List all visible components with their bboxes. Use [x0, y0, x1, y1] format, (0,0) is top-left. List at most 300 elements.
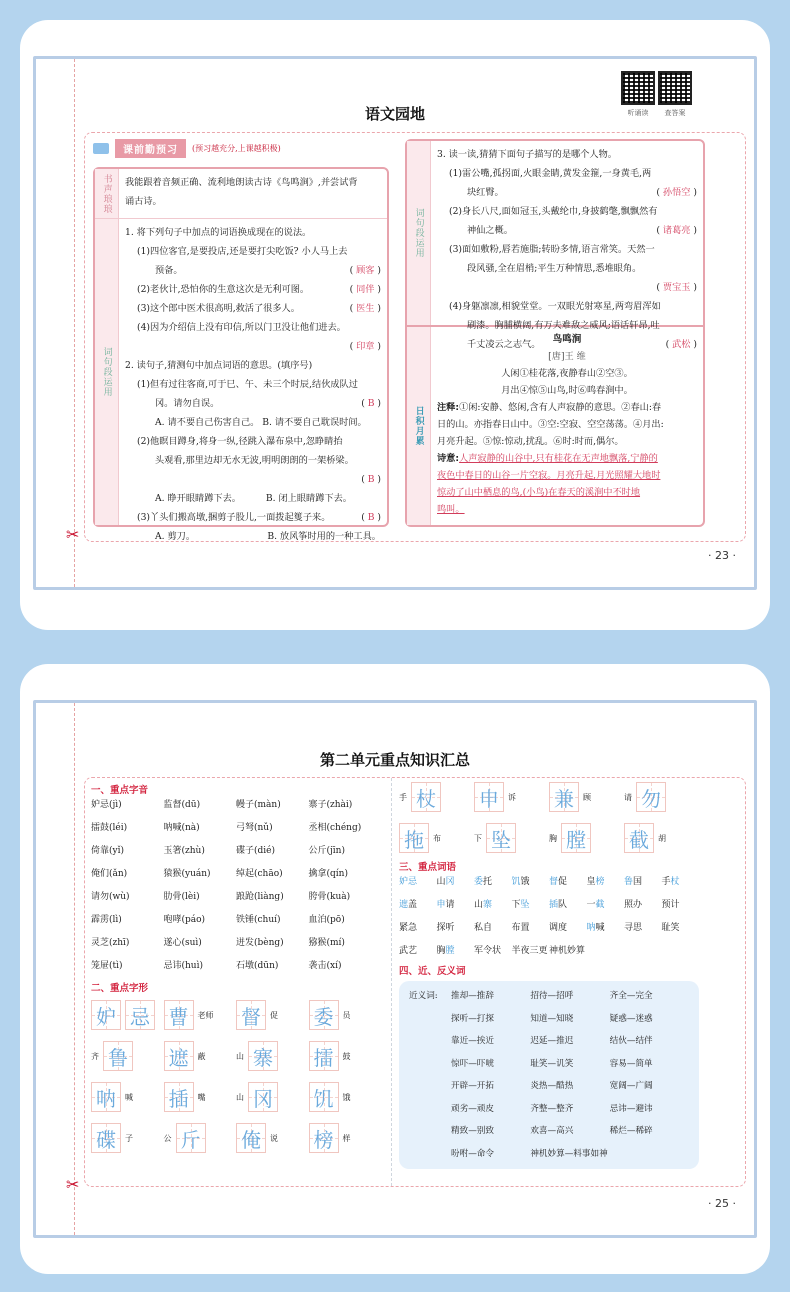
synonym-pair: 迟延—推迟	[530, 1036, 574, 1046]
synonym-pair: 顽劣—顽皮	[451, 1103, 494, 1114]
context-char: 鼓	[342, 1051, 351, 1061]
section-heading: 二、重点字形	[91, 983, 149, 994]
synonym-pair: 欢喜—高兴	[530, 1126, 574, 1136]
scissors-icon: ✂	[66, 525, 80, 544]
section-heading: 四、近、反义词	[399, 966, 466, 977]
word-char: 照办	[624, 900, 643, 910]
scissors-icon: ✂	[66, 1175, 80, 1194]
workbook-page-25	[33, 700, 757, 1238]
key-character: 曹	[168, 1004, 189, 1029]
synonym-row	[409, 1143, 689, 1166]
context-char: 胸	[549, 833, 557, 843]
character-form-item	[399, 782, 474, 812]
answer: 顾客	[356, 265, 375, 276]
pronunciation-item: 笼屉(tì)	[91, 961, 123, 971]
page-title: 语文园地	[364, 105, 425, 123]
character-form-item	[164, 1123, 237, 1153]
key-word	[399, 873, 437, 892]
pronunciation-item: 迸发(bèng)	[236, 938, 284, 948]
page-number: · 25 ·	[708, 1197, 736, 1210]
workbook-page-23	[33, 56, 757, 590]
character-form-item	[236, 1000, 309, 1030]
key-character: 督	[241, 1004, 261, 1029]
question-title: 3. 读一读,猜猜下面句子描写的是哪个人物。	[437, 149, 617, 160]
tian-grid-box	[248, 1041, 278, 1071]
highlight-char: 膛	[445, 946, 455, 956]
key-character: 委	[313, 1004, 334, 1029]
character-form-item	[624, 782, 699, 812]
key-character: 勿	[641, 786, 661, 811]
key-word	[437, 942, 475, 961]
synonym-pair: 忌讳—避讳	[609, 1103, 653, 1114]
tian-grid-box	[248, 1082, 278, 1112]
character-form-item	[236, 1123, 309, 1153]
context-char: 手	[399, 792, 407, 802]
synonym-pair: 靠近—挨近	[451, 1036, 494, 1046]
key-word	[624, 919, 662, 938]
pronunciation-item: 擒拿(qín)	[308, 869, 348, 879]
character-form-item	[91, 1123, 164, 1153]
word-char: 国	[633, 877, 643, 887]
question-title: 1. 将下列句子中加点的词语换成现在的说法。	[125, 227, 312, 238]
pronunciation-item: 俺们(ǎn)	[91, 869, 128, 879]
spacer	[409, 1075, 451, 1098]
word-char: 紧急	[399, 923, 418, 933]
section-heading: 一、重点字音	[91, 785, 149, 796]
meaning-text: 夜色中春日的山谷一片空寂。月亮升起,月光照耀大地时	[437, 470, 661, 481]
text-line: 我能跟着音频正确、流利地朗读古诗《鸟鸣涧》,并尝试背	[125, 177, 358, 188]
context-char: 喊	[125, 1092, 133, 1102]
word-char: 军令状	[474, 946, 502, 956]
question-item: (1)四位客官,是要投店,还是要打尖吃饭? 小人马上去	[137, 246, 348, 257]
answer: 同伴	[356, 284, 375, 295]
right-column	[399, 782, 699, 1169]
pronunciation-item: 猿猴(yuán)	[163, 869, 211, 879]
answer: 贾宝玉	[662, 282, 691, 293]
character-form-item	[474, 782, 549, 812]
question-item: 块红臀。	[467, 187, 504, 198]
tian-grid-box	[636, 782, 666, 812]
qr-label: 听诵读	[627, 109, 649, 117]
key-character: 俺	[241, 1127, 261, 1152]
context-char: 子	[125, 1133, 133, 1143]
word-char: 山	[436, 877, 446, 887]
tian-grid-box	[309, 1000, 339, 1030]
word-char: 探听	[436, 923, 455, 933]
synonym-pair: 神机妙算—料事如神	[530, 1148, 608, 1159]
synonym-pair: 吩咐—命令	[451, 1148, 494, 1159]
question-item: 头观看,那里边却无水无波,明明朗朗的一架桥梁。	[155, 455, 354, 466]
pronunciation-item: 绰起(chāo)	[236, 869, 283, 879]
character-form-list	[91, 1000, 381, 1153]
word-char: 手	[661, 877, 671, 887]
question-item: (2)老伙计,恐怕你的生意这次是无利可图。	[137, 284, 310, 295]
option: B. 放风筝时用的一种工具。	[267, 531, 381, 542]
key-character: 鲁	[108, 1045, 128, 1070]
synonym-row	[409, 1120, 689, 1143]
key-word	[399, 896, 437, 915]
word-char: 喊	[595, 923, 605, 933]
pronunciation-item: 忌讳(huì)	[163, 961, 203, 971]
page-card-25	[20, 664, 770, 1274]
character-form-item	[91, 1041, 164, 1071]
tian-grid-box	[125, 1000, 155, 1030]
pronunciation-item: 倚靠(yǐ)	[91, 846, 124, 856]
side-label: 书声琅琅	[95, 169, 119, 218]
question-item: (2)他瞑目蹲身,将身一纵,径跳入瀑布泉中,忽睁睛抬	[137, 436, 343, 447]
key-character: 拖	[404, 827, 424, 852]
qr-code-icon[interactable]	[621, 71, 655, 105]
key-word	[662, 896, 700, 915]
page-card-23	[20, 20, 770, 630]
pronunciation-item: 血泊(pō)	[308, 915, 345, 925]
preview-badge	[93, 139, 281, 158]
synonym-pair: 精致—别致	[451, 1126, 494, 1136]
question-item: (4)因为介绍信上没有印信,所以门卫没让他们进去。	[137, 322, 346, 333]
synonym-pair: 宽阔—广阔	[609, 1081, 653, 1091]
character-form-item	[309, 1041, 382, 1071]
word-char: 一	[586, 900, 596, 910]
pronunciation-item: 石墩(dūn)	[236, 961, 279, 971]
pronunciation-item: 呐喊(nà)	[163, 823, 200, 833]
character-form-item	[236, 1082, 309, 1112]
highlight-char: 申	[436, 900, 446, 910]
key-word	[512, 919, 550, 938]
side-label: 日积月累	[407, 327, 431, 525]
option: B. 闭上眼睛蹲下去。	[265, 493, 352, 504]
tian-grid-box	[164, 1082, 194, 1112]
highlight-char: 鲁	[624, 877, 634, 887]
synonym-pair: 开辟—开拓	[451, 1081, 494, 1091]
word-char: 饿	[520, 877, 530, 887]
meaning-text: 鸣叫。	[437, 504, 465, 515]
word-char: 下	[511, 900, 521, 910]
question-item: (3)面如敷粉,唇若施脂;转盼多情,语言常笑。天然一	[449, 244, 655, 255]
key-character: 妒	[96, 1004, 116, 1029]
key-word	[399, 942, 437, 961]
pronunciation-item: 灵芝(zhī)	[91, 938, 130, 948]
context-char: 员	[342, 1010, 351, 1020]
tian-grid-box	[561, 823, 591, 853]
option: A. 剪刀。	[155, 531, 196, 542]
character-form-item	[236, 1041, 309, 1071]
page-title: 第二单元重点知识汇总	[319, 751, 470, 769]
word-char: 队	[558, 900, 568, 910]
highlight-char: 呐	[586, 923, 596, 933]
question-item: (3)这个郎中医术很高明,救活了很多人。	[137, 303, 300, 314]
synonym-pair: 齐全—完全	[609, 991, 653, 1001]
key-character: 兼	[554, 786, 574, 811]
badge-note: (预习越充分,上课越积极)	[192, 144, 281, 153]
character-form-item	[549, 782, 624, 812]
word-char: 盖	[408, 900, 418, 910]
meaning-label: 诗意:	[437, 453, 460, 464]
tian-grid-box	[236, 1123, 266, 1153]
key-word	[587, 896, 625, 915]
key-word	[624, 873, 662, 892]
right-exercise-panel	[405, 139, 705, 527]
highlight-char: 妒忌	[399, 877, 418, 887]
pronunciation-item: 请勿(wù)	[91, 892, 130, 902]
tian-grid-box	[411, 782, 441, 812]
question-item: (1)但有过往客商,可于巳、午、未三个时辰,结伙成队过	[137, 379, 358, 390]
pronunciation-item: 幔子(màn)	[236, 800, 281, 810]
character-form-item	[91, 1082, 164, 1112]
pronunciation-item: 丞相(chéng)	[308, 823, 362, 833]
word-char: 私自	[474, 923, 493, 933]
pronunciation-item: 妒忌(jì)	[91, 800, 122, 810]
synonym-row	[409, 1008, 689, 1031]
key-character: 碟	[96, 1127, 116, 1152]
key-character: 榜	[313, 1127, 334, 1152]
key-word	[624, 896, 662, 915]
tian-grid-box	[91, 1123, 121, 1153]
key-word	[474, 919, 512, 938]
word-char: 山	[474, 900, 484, 910]
synonym-row	[409, 1075, 689, 1098]
poem-verse: 人闲①桂花落,夜静春山②空③。	[501, 368, 633, 379]
content-frame	[84, 777, 746, 1187]
tian-grid-box	[309, 1123, 339, 1153]
synonym-pair: 招待—招呼	[530, 991, 574, 1001]
tian-grid-box	[474, 782, 504, 812]
question-item: 段风骚,全在眉梢;平生万种情思,悉堆眼角。	[467, 263, 642, 274]
cut-line	[74, 703, 75, 1235]
tian-grid-box	[624, 823, 654, 853]
answer: 印章	[356, 341, 375, 352]
context-char: 嘴	[197, 1092, 206, 1102]
tian-grid-box	[549, 782, 579, 812]
tian-grid-box	[164, 1000, 194, 1030]
answer: B	[367, 398, 375, 409]
pronunciation-item: 铁锤(chuí)	[236, 915, 281, 925]
context-char: 诉	[508, 792, 516, 802]
word-char: 调度	[549, 923, 568, 933]
character-form-item	[164, 1082, 237, 1112]
key-character: 申	[479, 786, 499, 811]
key-word	[549, 942, 587, 961]
key-character: 斤	[180, 1127, 201, 1152]
context-char: 公	[163, 1133, 172, 1143]
option: A. 请不要自己伤害自己。	[155, 417, 260, 428]
context-char: 布	[433, 833, 441, 843]
key-character: 杖	[416, 786, 436, 811]
poem-verse: 月出④惊⑤山鸟,时⑥鸣春涧中。	[501, 385, 633, 396]
pronunciation-item: 碟子(dié)	[236, 846, 275, 856]
page-number: · 23 ·	[708, 549, 736, 562]
pronunciation-item: 咆哮(páo)	[163, 915, 206, 925]
context-char: 请	[624, 792, 632, 802]
highlight-char: 截	[595, 900, 605, 910]
context-char: 胡	[658, 833, 666, 843]
note-text: 日的山。亦指春日山中。③空:空寂、空空荡荡。④月出:	[437, 419, 664, 430]
word-char: 武艺	[399, 946, 418, 956]
key-word	[549, 919, 587, 938]
highlight-char: 插	[549, 900, 559, 910]
question-item: (3)丫头们搬高墩,捆剪子股儿,一面拨起篗子来。	[137, 512, 331, 523]
word-char: 神机妙算	[549, 946, 586, 956]
left-exercise-panel	[93, 167, 389, 542]
key-word	[474, 896, 512, 915]
section-heading: 三、重点词语	[399, 862, 457, 873]
answer: 诸葛亮	[662, 225, 691, 236]
highlight-char: 寨	[483, 900, 493, 910]
tian-grid-box	[309, 1082, 339, 1112]
key-character: 截	[629, 827, 649, 852]
option: B. 请不要自己耽误时间。	[262, 417, 367, 428]
synonym-pair: 探听—打探	[451, 1013, 494, 1024]
spacer	[409, 1053, 451, 1076]
key-character: 忌	[130, 1004, 150, 1029]
context-char: 顾	[583, 792, 591, 802]
context-char: 山	[236, 1092, 244, 1102]
character-form-item	[164, 1000, 237, 1030]
pronunciation-item: 监督(dū)	[163, 800, 201, 810]
key-word	[437, 896, 475, 915]
synonym-pair: 推却—推辞	[451, 991, 494, 1001]
synonym-label: 近义词:	[409, 991, 438, 1001]
spacer	[409, 1143, 451, 1166]
context-char: 样	[342, 1133, 351, 1143]
context-char: 齐	[91, 1051, 99, 1061]
question-item: 预备。	[155, 265, 183, 276]
key-character: 遮	[168, 1045, 189, 1070]
pronunciation-item: 肋骨(lèi)	[163, 892, 200, 902]
tian-grid-box	[164, 1041, 194, 1071]
tian-grid-box	[486, 823, 516, 853]
pronunciation-item: 胯骨(kuà)	[308, 892, 351, 902]
character-form-list	[399, 782, 699, 853]
spacer	[409, 1030, 451, 1053]
pronunciation-item: 袭击(xí)	[308, 961, 342, 971]
column-divider	[391, 778, 392, 1186]
word-char: 托	[483, 877, 493, 887]
pronunciation-item: 踉跄(liàng)	[236, 892, 284, 902]
context-char: 促	[270, 1010, 278, 1020]
poem-author: [唐]王 维	[548, 351, 586, 362]
answer: B	[367, 474, 375, 485]
qr-label: 查答案	[664, 109, 686, 117]
meaning-text: 人声寂静的山谷中,只有桂花在无声地飘落,宁静的	[459, 453, 658, 464]
spacer	[409, 1008, 451, 1031]
tian-grid-box	[176, 1123, 206, 1153]
key-word	[437, 873, 475, 892]
poem-block	[431, 327, 703, 525]
synonym-row	[409, 1098, 689, 1121]
highlight-char: 督	[549, 877, 559, 887]
tian-grid-box	[103, 1041, 133, 1071]
pronunciation-item: 弓弩(nǔ)	[236, 823, 273, 833]
pronunciation-item: 玉箸(zhù)	[163, 846, 205, 856]
side-label: 词句段运用	[95, 219, 119, 525]
badge-label: 课前勤预习	[115, 139, 186, 158]
key-word	[587, 919, 625, 938]
side-label: 词句段运用	[407, 141, 431, 325]
key-word	[437, 919, 475, 938]
pronunciation-item: 遂心(suì)	[163, 938, 202, 948]
synonym-pair: 惊吓—吓唬	[451, 1058, 494, 1069]
question-item: 神仙之概。	[467, 225, 513, 236]
highlight-char: 冈	[445, 877, 455, 887]
question-item: 刷漆。胸脯横阔,有万夫难敌之威风;语话轩昂,吐	[467, 320, 660, 331]
qr-code-icon[interactable]	[658, 71, 692, 105]
synonym-pair: 耻笑—讥笑	[530, 1058, 574, 1069]
pronunciation-item: 霹雳(lì)	[91, 915, 122, 925]
character-form-item	[549, 823, 624, 853]
key-word	[662, 919, 700, 938]
tian-grid-box	[91, 1000, 121, 1030]
answer: 孙悟空	[662, 187, 691, 198]
key-word	[474, 873, 512, 892]
word-char: 皇	[586, 877, 596, 887]
character-form-item	[91, 1000, 164, 1030]
word-char: 预计	[661, 900, 680, 910]
context-char: 蔽	[197, 1051, 206, 1061]
answer: 医生	[356, 303, 375, 314]
content-frame	[84, 132, 746, 542]
synonym-pair: 容易—简单	[609, 1058, 653, 1069]
key-word	[512, 873, 550, 892]
context-char: 山	[236, 1051, 244, 1061]
context-char: 老师	[197, 1010, 214, 1020]
context-char: 说	[270, 1133, 278, 1143]
character-form-item	[309, 1082, 382, 1112]
synonym-pair: 疑惑—迷惑	[609, 1013, 653, 1024]
spacer	[409, 1098, 451, 1121]
highlight-char: 遮	[399, 900, 409, 910]
pronunciation-item: 擂鼓(léi)	[91, 823, 128, 833]
key-word	[512, 896, 550, 915]
context-char: 下	[474, 833, 482, 843]
synonym-pair: 炎热—酷热	[530, 1081, 574, 1091]
pronunciation-list	[91, 796, 381, 976]
text-line: 诵古诗。	[125, 196, 162, 207]
key-character: 冈	[253, 1086, 273, 1111]
question-item: 千丈凌云之志气。	[467, 339, 541, 350]
answer: B	[367, 512, 375, 523]
character-form-item	[624, 823, 699, 853]
word-char: 半夜三更	[511, 946, 548, 956]
synonym-pair: 结伙—结伴	[609, 1036, 653, 1046]
option: A. 睁开眼睛蹲下去。	[155, 493, 241, 504]
character-form-item	[399, 823, 474, 853]
pronunciation-item: 公斤(jīn)	[308, 846, 345, 856]
question-title: 2. 读句子,猜测句中加点词语的意思。(填序号)	[125, 360, 313, 371]
key-word	[512, 942, 550, 961]
synonym-row	[409, 985, 689, 1008]
key-word	[474, 942, 512, 961]
answer: 武松	[672, 339, 691, 350]
question-block: 1. 将下列句子中加点的词语换成现在的说法。 (1)四位客官,是要投店,还是要打尖吃饭? 小人马上去 预备。 ( 顾客 ) (2)老伙计,恐怕你的生意这次是无利可图。 ( 同伴 ) (3)这个郎中医术很高明,救活了很多人。 ( 医生 ) (4)因为介绍信上没有印信,所以门卫没让他们进去。 ( 印章 ) 2. 读句子,猜测句中加点词语的意思。(填序号) (1)但有过往客商,可于巳、午、未三个时辰,结伙成队过 冈。请勿自误。 ( B ) A. 请不要自己伤害自己。 B. 请不要自己耽误时间。 (2)他瞑目蹲身,将身一纵,径跳入瀑布泉中,忽睁睛抬 头观看,那里边却无水无波,明明朗朗的一架桥梁。 ( B ) A. 睁开眼睛蹲下去。 B. 闭上眼睛蹲下去。 (3)丫头们搬高墩,捆剪子股儿,一面拨起篗子来。 ( B ) A. 剪刀。 B. 放风筝时用的一种工具。	[119, 219, 387, 525]
context-char: 饿	[342, 1092, 351, 1102]
key-character: 坠	[491, 827, 511, 852]
word-char: 促	[558, 877, 568, 887]
key-words-list	[399, 873, 699, 961]
question-block: 3. 读一读,猜猜下面句子描写的是哪个人物。 (1)雷公嘴,孤拐面,火眼金睛,黄发金箍,一身黄毛,两 块红臀。 ( 孙悟空 ) (2)身长八尺,面如冠玉,头戴纶巾,身披鹤氅,飘飘然有 神仙之概。 ( 诸葛亮 ) (3)面如敷粉,唇若施脂;转盼多情,语言常笑。天然一 段风骚,全在眉梢;平生万种情思,悉堆眼角。 ( 贾宝玉 ) (4)身躯凛凛,相貌堂堂。一双眼光射寒星,两弯眉浑如 刷漆。胸脯横阔,有万夫难敌之威风;语话轩昂,吐 千丈凌云之志气。 ( 武松 )	[431, 141, 703, 325]
key-word	[549, 896, 587, 915]
key-character: 膛	[566, 827, 586, 852]
word-char: 布置	[511, 923, 530, 933]
character-form-item	[309, 1000, 382, 1030]
highlight-char: 榜	[595, 877, 605, 887]
synonym-pair	[610, 1143, 689, 1166]
word-char: 耻笑	[661, 923, 680, 933]
highlight-char: 饥	[511, 877, 521, 887]
key-word	[399, 919, 437, 938]
key-character: 寨	[253, 1045, 273, 1070]
word-char: 请	[445, 900, 455, 910]
poem-title: 鸟鸣涧	[552, 334, 582, 345]
